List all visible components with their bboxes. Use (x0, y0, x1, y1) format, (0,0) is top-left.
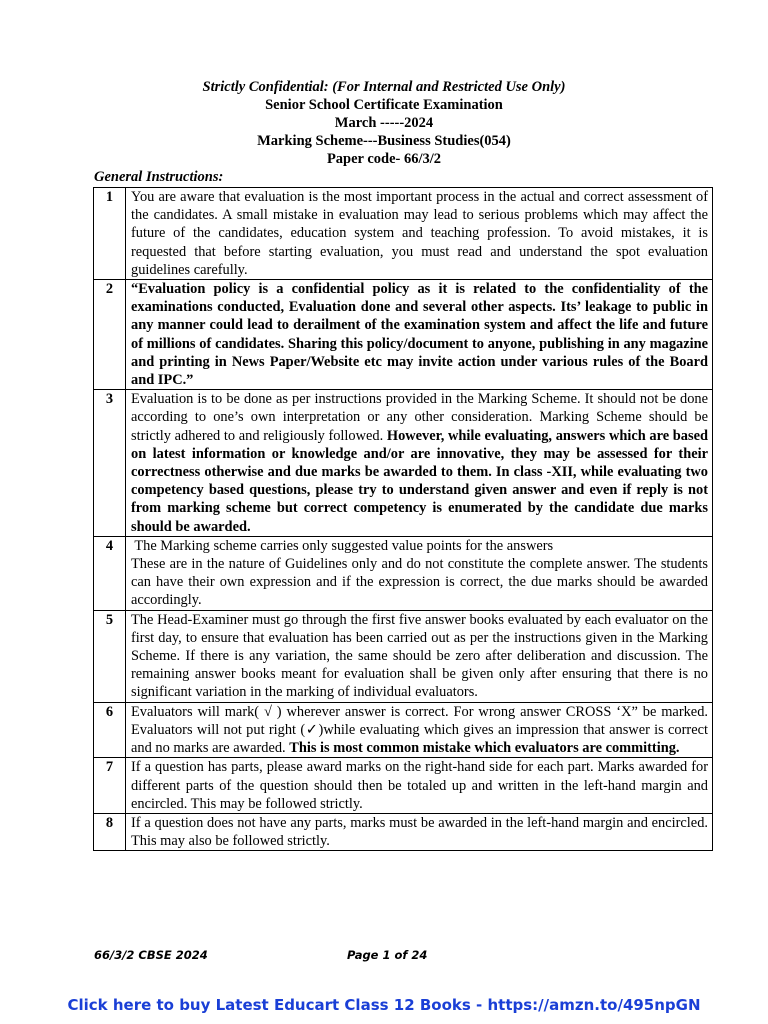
promo-link[interactable]: Click here to buy Latest Educart Class 12 Books - https://amzn.to/495npGN (67, 996, 701, 1014)
instruction-text (126, 610, 713, 702)
instruction-body: Evaluation is to be done as per instructions provided in the Marking Scheme. It should not be done according to one’s own interpretation or any other consideration. Marking Scheme should be strictly adhered to and religiously followed. (131, 391, 708, 444)
table-row (94, 280, 713, 390)
instruction-number: 4 (94, 536, 126, 610)
table-row (94, 702, 713, 758)
instruction-body-bold: “Evaluation policy is a confidential policy as it is related to the confidentiality of the examinations conducted, Evaluation done and several other aspects. Its’ leakage to public in any manner could lead to derailment of the examination system and affect the life and future of millions of candidates. Sharing this policy/document to anyone, publishing in any magazine and printing in News Paper/Website etc may invite action under various rules of the Board and IPC.” (131, 281, 708, 389)
instruction-body: These are in the nature of Guidelines only and do not constitute the complete answer. The students can have their own expression and if the expression is correct, the due marks should be awarded accordingly. (131, 556, 708, 609)
footer-page-number: Page 1 of 24 (347, 948, 428, 962)
table-row (94, 813, 713, 850)
instruction-body: If a question does not have any parts, marks must be awarded in the left-hand margin and encircled. This may also be followed strictly. (131, 814, 708, 850)
instruction-number: 3 (94, 390, 126, 537)
general-instructions-label: General Instructions: (94, 169, 224, 185)
table-row (94, 610, 713, 702)
table-row (94, 390, 713, 537)
exam-title: Senior School Certificate Examination (265, 97, 503, 113)
instruction-number: 8 (94, 813, 126, 850)
instruction-body-bold: This is most common mistake which evaluators are committing. (289, 740, 680, 757)
footer-paper-code: 66/3/2 CBSE 2024 (94, 948, 208, 962)
instruction-body: You are aware that evaluation is the most important process in the actual and correct assessment of the candidates. A small mistake in evaluation may lead to serious problems which may affect the future of the candidates, education system and teaching profession. To avoid mistakes, it is requested that before starting evaluation, you must read and understand the spot evaluation guidelines carefully. (131, 189, 708, 278)
marking-scheme-title: Marking Scheme---Business Studies(054) (257, 133, 511, 149)
instruction-line: The Marking scheme carries only suggested value points for the answers (131, 537, 554, 554)
instruction-number: 5 (94, 610, 126, 702)
paper-code: Paper code- 66/3/2 (326, 151, 442, 167)
instruction-text (126, 536, 713, 610)
instruction-text (126, 188, 713, 280)
instruction-body: If a question has parts, please award marks on the right-hand side for each part. Marks awarded for different parts of the question should then be totaled up and written in the left-hand margin and encircled. This may be followed strictly. (131, 759, 708, 812)
instruction-body: Evaluators will mark( √ ) wherever answer is correct. For wrong answer CROSS ‘X” be marked. Evaluators will not put right (✓)while evaluating which gives an impression that answer is correct and no marks are awarded. (131, 703, 708, 757)
instruction-text (126, 280, 713, 390)
instruction-number: 1 (94, 188, 126, 280)
table-row (94, 536, 713, 610)
document-header (0, 78, 768, 168)
instruction-number: 2 (94, 280, 126, 390)
table-row (94, 188, 713, 280)
table-row (94, 758, 713, 814)
instruction-text (126, 758, 713, 814)
instruction-body: The Head-Examiner must go through the first five answer books evaluated by each evaluator on the first day, to ensure that evaluation has been carried out as per the instructions given in the Marking Scheme. If there is any variation, the same should be zero after deliberation and discussion. The remaining answer books meant for evaluation shall be given only after ensuring that there is no significant variation in the marking of individual evaluators. (131, 611, 708, 701)
confidential-notice: Strictly Confidential: (For Internal and Restricted Use Only) (202, 79, 566, 95)
instruction-number: 6 (94, 702, 126, 758)
exam-session: March -----2024 (334, 115, 434, 131)
instructions-table (93, 187, 713, 851)
instruction-text (126, 813, 713, 850)
instruction-text (126, 702, 713, 758)
instruction-text (126, 390, 713, 537)
instruction-number: 7 (94, 758, 126, 814)
instruction-body-bold: However, while evaluating, answers which are based on latest information or knowledge and/or are innovative, they may be assessed for their correctness otherwise and due marks be awarded to them. In class -XII, while evaluating two competency based questions, please try to understand given answer and even if reply is not from marking scheme but correct competency is enumerated by the candidate due marks should be awarded. (131, 427, 708, 535)
